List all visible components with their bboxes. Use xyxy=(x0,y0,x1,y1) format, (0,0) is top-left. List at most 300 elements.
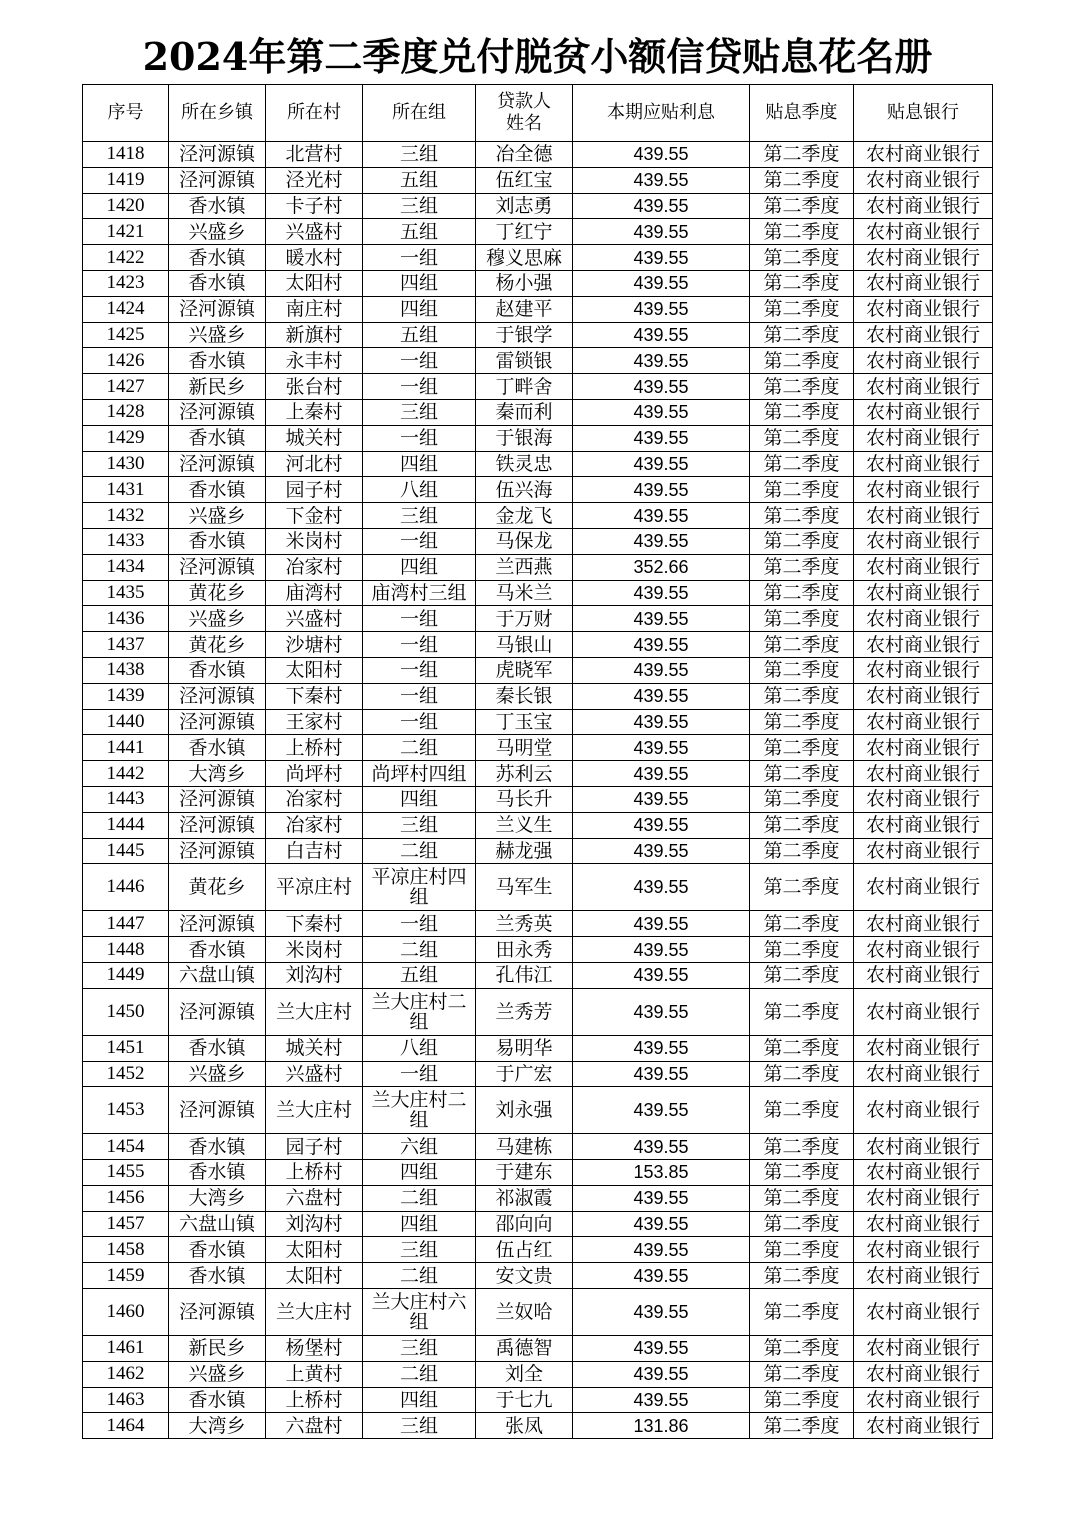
bank-cell: 农村商业银行 xyxy=(854,937,993,963)
serial-number-cell: 1461 xyxy=(83,1336,169,1362)
borrower-name-cell: 秦长银 xyxy=(476,683,573,709)
township-cell: 香水镇 xyxy=(169,348,266,374)
village-cell: 卡子村 xyxy=(266,193,363,219)
borrower-name-cell: 禹德智 xyxy=(476,1336,573,1362)
quarter-cell: 第二季度 xyxy=(750,1263,854,1289)
township-cell: 香水镇 xyxy=(169,477,266,503)
township-cell: 泾河源镇 xyxy=(169,167,266,193)
borrower-name-cell: 于银学 xyxy=(476,322,573,348)
village-cell: 暖水村 xyxy=(266,245,363,271)
serial-number-cell: 1418 xyxy=(83,142,169,168)
township-cell: 新民乡 xyxy=(169,374,266,400)
interest-amount-cell: 439.55 xyxy=(573,937,750,963)
table-row xyxy=(83,348,993,374)
village-cell: 张台村 xyxy=(266,374,363,400)
serial-number-cell: 1445 xyxy=(83,838,169,864)
group-cell: 四组 xyxy=(363,786,476,812)
serial-number-cell: 1431 xyxy=(83,477,169,503)
table-row xyxy=(83,193,993,219)
bank-cell: 农村商业银行 xyxy=(854,1263,993,1289)
township-cell: 香水镇 xyxy=(169,1035,266,1061)
township-cell: 兴盛乡 xyxy=(169,1061,266,1087)
serial-number-cell: 1455 xyxy=(83,1160,169,1186)
serial-number-cell: 1464 xyxy=(83,1413,169,1439)
township-cell: 香水镇 xyxy=(169,270,266,296)
group-cell: 三组 xyxy=(363,1336,476,1362)
village-cell: 泾光村 xyxy=(266,167,363,193)
serial-number-cell: 1429 xyxy=(83,425,169,451)
serial-number-cell: 1425 xyxy=(83,322,169,348)
village-cell: 上桥村 xyxy=(266,735,363,761)
table-row xyxy=(83,812,993,838)
serial-number-cell: 1453 xyxy=(83,1087,169,1134)
village-cell: 下秦村 xyxy=(266,683,363,709)
township-cell: 香水镇 xyxy=(169,1237,266,1263)
township-cell: 泾河源镇 xyxy=(169,296,266,322)
table-row xyxy=(83,606,993,632)
bank-cell: 农村商业银行 xyxy=(854,1134,993,1160)
group-cell: 二组 xyxy=(363,1185,476,1211)
group-cell: 四组 xyxy=(363,1160,476,1186)
bank-cell: 农村商业银行 xyxy=(854,683,993,709)
header-bank: 贴息银行 xyxy=(854,85,993,142)
borrower-name-cell: 赫龙强 xyxy=(476,838,573,864)
interest-amount-cell: 439.55 xyxy=(573,1061,750,1087)
bank-cell: 农村商业银行 xyxy=(854,1185,993,1211)
bank-cell: 农村商业银行 xyxy=(854,503,993,529)
quarter-cell: 第二季度 xyxy=(750,296,854,322)
village-cell: 北营村 xyxy=(266,142,363,168)
table-row xyxy=(83,988,993,1035)
table-row xyxy=(83,167,993,193)
township-cell: 泾河源镇 xyxy=(169,451,266,477)
quarter-cell: 第二季度 xyxy=(750,1211,854,1237)
borrower-name-cell: 金龙飞 xyxy=(476,503,573,529)
village-cell: 兴盛村 xyxy=(266,1061,363,1087)
bank-cell: 农村商业银行 xyxy=(854,142,993,168)
township-cell: 大湾乡 xyxy=(169,1185,266,1211)
interest-amount-cell: 439.55 xyxy=(573,735,750,761)
interest-amount-cell: 439.55 xyxy=(573,1035,750,1061)
village-cell: 米岗村 xyxy=(266,937,363,963)
serial-number-cell: 1438 xyxy=(83,657,169,683)
bank-cell: 农村商业银行 xyxy=(854,606,993,632)
table-row xyxy=(83,1061,993,1087)
quarter-cell: 第二季度 xyxy=(750,657,854,683)
interest-amount-cell: 439.55 xyxy=(573,761,750,787)
serial-number-cell: 1435 xyxy=(83,580,169,606)
table-row xyxy=(83,245,993,271)
serial-number-cell: 1433 xyxy=(83,528,169,554)
bank-cell: 农村商业银行 xyxy=(854,1160,993,1186)
group-cell: 三组 xyxy=(363,1237,476,1263)
township-cell: 兴盛乡 xyxy=(169,606,266,632)
borrower-name-cell: 张凤 xyxy=(476,1413,573,1439)
table-body xyxy=(83,142,993,1439)
interest-amount-cell: 439.55 xyxy=(573,988,750,1035)
bank-cell: 农村商业银行 xyxy=(854,580,993,606)
bank-cell: 农村商业银行 xyxy=(854,245,993,271)
group-cell: 一组 xyxy=(363,709,476,735)
village-cell: 庙湾村 xyxy=(266,580,363,606)
group-cell: 四组 xyxy=(363,1387,476,1413)
serial-number-cell: 1450 xyxy=(83,988,169,1035)
group-cell: 一组 xyxy=(363,1061,476,1087)
township-cell: 兴盛乡 xyxy=(169,1361,266,1387)
village-cell: 太阳村 xyxy=(266,270,363,296)
interest-amount-cell: 439.55 xyxy=(573,322,750,348)
group-cell: 四组 xyxy=(363,451,476,477)
bank-cell: 农村商业银行 xyxy=(854,812,993,838)
interest-amount-cell: 439.55 xyxy=(573,632,750,658)
village-cell: 冶家村 xyxy=(266,554,363,580)
village-cell: 太阳村 xyxy=(266,1237,363,1263)
interest-amount-cell: 153.85 xyxy=(573,1160,750,1186)
bank-cell: 农村商业银行 xyxy=(854,1087,993,1134)
village-cell: 兰大庄村 xyxy=(266,1087,363,1134)
serial-number-cell: 1436 xyxy=(83,606,169,632)
township-cell: 泾河源镇 xyxy=(169,988,266,1035)
quarter-cell: 第二季度 xyxy=(750,528,854,554)
quarter-cell: 第二季度 xyxy=(750,962,854,988)
interest-amount-cell: 439.55 xyxy=(573,1336,750,1362)
bank-cell: 农村商业银行 xyxy=(854,399,993,425)
borrower-name-cell: 穆义思麻 xyxy=(476,245,573,271)
bank-cell: 农村商业银行 xyxy=(854,632,993,658)
borrower-name-cell: 安文贵 xyxy=(476,1263,573,1289)
header-township: 所在乡镇 xyxy=(169,85,266,142)
township-cell: 黄花乡 xyxy=(169,580,266,606)
village-cell: 白吉村 xyxy=(266,838,363,864)
header-borrower-name: 贷款人姓名 xyxy=(476,85,573,142)
group-cell: 二组 xyxy=(363,735,476,761)
table-row xyxy=(83,1134,993,1160)
quarter-cell: 第二季度 xyxy=(750,735,854,761)
borrower-name-cell: 兰奴哈 xyxy=(476,1289,573,1336)
bank-cell: 农村商业银行 xyxy=(854,1336,993,1362)
bank-cell: 农村商业银行 xyxy=(854,322,993,348)
borrower-name-cell: 杨小强 xyxy=(476,270,573,296)
table-row xyxy=(83,142,993,168)
township-cell: 泾河源镇 xyxy=(169,838,266,864)
table-row xyxy=(83,503,993,529)
township-cell: 大湾乡 xyxy=(169,1413,266,1439)
table-row xyxy=(83,1387,993,1413)
table-row xyxy=(83,761,993,787)
quarter-cell: 第二季度 xyxy=(750,1237,854,1263)
table-row xyxy=(83,477,993,503)
document-title: 2024年第二季度兑付脱贫小额信贷贴息花名册 xyxy=(142,34,933,79)
serial-number-cell: 1440 xyxy=(83,709,169,735)
township-cell: 泾河源镇 xyxy=(169,812,266,838)
quarter-cell: 第二季度 xyxy=(750,1361,854,1387)
borrower-name-cell: 马建栋 xyxy=(476,1134,573,1160)
interest-amount-cell: 131.86 xyxy=(573,1413,750,1439)
table-row xyxy=(83,632,993,658)
township-cell: 香水镇 xyxy=(169,1387,266,1413)
group-cell: 六组 xyxy=(363,1134,476,1160)
interest-amount-cell: 439.55 xyxy=(573,270,750,296)
quarter-cell: 第二季度 xyxy=(750,503,854,529)
group-cell: 平凉庄村四组 xyxy=(363,864,476,911)
group-cell: 四组 xyxy=(363,270,476,296)
serial-number-cell: 1452 xyxy=(83,1061,169,1087)
township-cell: 香水镇 xyxy=(169,193,266,219)
group-cell: 四组 xyxy=(363,1211,476,1237)
village-cell: 兴盛村 xyxy=(266,606,363,632)
group-cell: 五组 xyxy=(363,322,476,348)
village-cell: 尚坪村 xyxy=(266,761,363,787)
borrower-name-cell: 孔伟江 xyxy=(476,962,573,988)
township-cell: 香水镇 xyxy=(169,1263,266,1289)
village-cell: 上桥村 xyxy=(266,1387,363,1413)
township-cell: 泾河源镇 xyxy=(169,1087,266,1134)
serial-number-cell: 1432 xyxy=(83,503,169,529)
village-cell: 太阳村 xyxy=(266,657,363,683)
quarter-cell: 第二季度 xyxy=(750,1061,854,1087)
table-row xyxy=(83,399,993,425)
group-cell: 二组 xyxy=(363,838,476,864)
township-cell: 香水镇 xyxy=(169,425,266,451)
village-cell: 下秦村 xyxy=(266,911,363,937)
interest-amount-cell: 439.55 xyxy=(573,1185,750,1211)
interest-amount-cell: 439.55 xyxy=(573,838,750,864)
group-cell: 一组 xyxy=(363,245,476,271)
serial-number-cell: 1457 xyxy=(83,1211,169,1237)
serial-number-cell: 1419 xyxy=(83,167,169,193)
interest-amount-cell: 439.55 xyxy=(573,864,750,911)
village-cell: 冶家村 xyxy=(266,786,363,812)
group-cell: 庙湾村三组 xyxy=(363,580,476,606)
borrower-name-cell: 马军生 xyxy=(476,864,573,911)
quarter-cell: 第二季度 xyxy=(750,1336,854,1362)
quarter-cell: 第二季度 xyxy=(750,812,854,838)
village-cell: 永丰村 xyxy=(266,348,363,374)
interest-amount-cell: 439.55 xyxy=(573,911,750,937)
township-cell: 兴盛乡 xyxy=(169,503,266,529)
group-cell: 三组 xyxy=(363,503,476,529)
quarter-cell: 第二季度 xyxy=(750,322,854,348)
table-row xyxy=(83,735,993,761)
bank-cell: 农村商业银行 xyxy=(854,528,993,554)
bank-cell: 农村商业银行 xyxy=(854,1361,993,1387)
serial-number-cell: 1448 xyxy=(83,937,169,963)
interest-amount-cell: 439.55 xyxy=(573,580,750,606)
interest-amount-cell: 439.55 xyxy=(573,399,750,425)
bank-cell: 农村商业银行 xyxy=(854,167,993,193)
borrower-name-cell: 刘永强 xyxy=(476,1087,573,1134)
serial-number-cell: 1424 xyxy=(83,296,169,322)
township-cell: 兴盛乡 xyxy=(169,322,266,348)
group-cell: 八组 xyxy=(363,477,476,503)
header-group: 所在组 xyxy=(363,85,476,142)
township-cell: 黄花乡 xyxy=(169,864,266,911)
village-cell: 沙塘村 xyxy=(266,632,363,658)
group-cell: 五组 xyxy=(363,962,476,988)
table-row xyxy=(83,554,993,580)
interest-amount-cell: 352.66 xyxy=(573,554,750,580)
table-row xyxy=(83,657,993,683)
interest-amount-cell: 439.55 xyxy=(573,374,750,400)
bank-cell: 农村商业银行 xyxy=(854,1413,993,1439)
quarter-cell: 第二季度 xyxy=(750,786,854,812)
township-cell: 泾河源镇 xyxy=(169,554,266,580)
group-cell: 四组 xyxy=(363,554,476,580)
bank-cell: 农村商业银行 xyxy=(854,709,993,735)
borrower-name-cell: 于银海 xyxy=(476,425,573,451)
bank-cell: 农村商业银行 xyxy=(854,193,993,219)
quarter-cell: 第二季度 xyxy=(750,245,854,271)
interest-amount-cell: 439.55 xyxy=(573,503,750,529)
serial-number-cell: 1422 xyxy=(83,245,169,271)
quarter-cell: 第二季度 xyxy=(750,477,854,503)
quarter-cell: 第二季度 xyxy=(750,838,854,864)
interest-amount-cell: 439.55 xyxy=(573,167,750,193)
bank-cell: 农村商业银行 xyxy=(854,1211,993,1237)
table-row xyxy=(83,709,993,735)
interest-amount-cell: 439.55 xyxy=(573,1134,750,1160)
serial-number-cell: 1446 xyxy=(83,864,169,911)
quarter-cell: 第二季度 xyxy=(750,1387,854,1413)
quarter-cell: 第二季度 xyxy=(750,632,854,658)
township-cell: 泾河源镇 xyxy=(169,399,266,425)
township-cell: 黄花乡 xyxy=(169,632,266,658)
borrower-name-cell: 丁红宁 xyxy=(476,219,573,245)
borrower-name-cell: 冶全德 xyxy=(476,142,573,168)
borrower-name-cell: 马银山 xyxy=(476,632,573,658)
bank-cell: 农村商业银行 xyxy=(854,554,993,580)
village-cell: 上黄村 xyxy=(266,1361,363,1387)
township-cell: 兴盛乡 xyxy=(169,219,266,245)
table-row xyxy=(83,296,993,322)
table-row xyxy=(83,451,993,477)
quarter-cell: 第二季度 xyxy=(750,988,854,1035)
quarter-cell: 第二季度 xyxy=(750,554,854,580)
serial-number-cell: 1451 xyxy=(83,1035,169,1061)
borrower-name-cell: 伍红宝 xyxy=(476,167,573,193)
interest-amount-cell: 439.55 xyxy=(573,425,750,451)
quarter-cell: 第二季度 xyxy=(750,1134,854,1160)
borrower-name-cell: 马米兰 xyxy=(476,580,573,606)
borrower-name-cell: 田永秀 xyxy=(476,937,573,963)
interest-amount-cell: 439.55 xyxy=(573,1211,750,1237)
borrower-name-cell: 丁畔舍 xyxy=(476,374,573,400)
quarter-cell: 第二季度 xyxy=(750,270,854,296)
quarter-cell: 第二季度 xyxy=(750,1087,854,1134)
interest-amount-cell: 439.55 xyxy=(573,1289,750,1336)
table-row xyxy=(83,1361,993,1387)
village-cell: 河北村 xyxy=(266,451,363,477)
group-cell: 兰大庄村六组 xyxy=(363,1289,476,1336)
group-cell: 一组 xyxy=(363,911,476,937)
table-row xyxy=(83,580,993,606)
interest-amount-cell: 439.55 xyxy=(573,1361,750,1387)
interest-amount-cell: 439.55 xyxy=(573,296,750,322)
quarter-cell: 第二季度 xyxy=(750,1035,854,1061)
interest-amount-cell: 439.55 xyxy=(573,528,750,554)
borrower-name-cell: 马明堂 xyxy=(476,735,573,761)
bank-cell: 农村商业银行 xyxy=(854,1035,993,1061)
quarter-cell: 第二季度 xyxy=(750,1185,854,1211)
table-row xyxy=(83,1237,993,1263)
interest-amount-cell: 439.55 xyxy=(573,348,750,374)
group-cell: 五组 xyxy=(363,167,476,193)
bank-cell: 农村商业银行 xyxy=(854,1061,993,1087)
village-cell: 冶家村 xyxy=(266,812,363,838)
bank-cell: 农村商业银行 xyxy=(854,962,993,988)
quarter-cell: 第二季度 xyxy=(750,348,854,374)
borrower-name-cell: 易明华 xyxy=(476,1035,573,1061)
serial-number-cell: 1430 xyxy=(83,451,169,477)
quarter-cell: 第二季度 xyxy=(750,399,854,425)
group-cell: 三组 xyxy=(363,399,476,425)
borrower-name-cell: 伍兴海 xyxy=(476,477,573,503)
bank-cell: 农村商业银行 xyxy=(854,270,993,296)
table-row xyxy=(83,683,993,709)
village-cell: 王家村 xyxy=(266,709,363,735)
table-row xyxy=(83,911,993,937)
village-cell: 新旗村 xyxy=(266,322,363,348)
borrower-name-cell: 兰秀芳 xyxy=(476,988,573,1035)
bank-cell: 农村商业银行 xyxy=(854,219,993,245)
table-row xyxy=(83,1185,993,1211)
serial-number-cell: 1460 xyxy=(83,1289,169,1336)
quarter-cell: 第二季度 xyxy=(750,451,854,477)
group-cell: 一组 xyxy=(363,374,476,400)
serial-number-cell: 1454 xyxy=(83,1134,169,1160)
quarter-cell: 第二季度 xyxy=(750,937,854,963)
borrower-name-cell: 丁玉宝 xyxy=(476,709,573,735)
borrower-name-cell: 兰西燕 xyxy=(476,554,573,580)
interest-amount-cell: 439.55 xyxy=(573,193,750,219)
group-cell: 三组 xyxy=(363,142,476,168)
table-row xyxy=(83,219,993,245)
serial-number-cell: 1463 xyxy=(83,1387,169,1413)
quarter-cell: 第二季度 xyxy=(750,1160,854,1186)
bank-cell: 农村商业银行 xyxy=(854,1289,993,1336)
quarter-cell: 第二季度 xyxy=(750,911,854,937)
bank-cell: 农村商业银行 xyxy=(854,786,993,812)
group-cell: 三组 xyxy=(363,1413,476,1439)
serial-number-cell: 1458 xyxy=(83,1237,169,1263)
group-cell: 八组 xyxy=(363,1035,476,1061)
bank-cell: 农村商业银行 xyxy=(854,348,993,374)
quarter-cell: 第二季度 xyxy=(750,1413,854,1439)
village-cell: 六盘村 xyxy=(266,1185,363,1211)
quarter-cell: 第二季度 xyxy=(750,761,854,787)
township-cell: 泾河源镇 xyxy=(169,709,266,735)
group-cell: 一组 xyxy=(363,632,476,658)
village-cell: 园子村 xyxy=(266,1134,363,1160)
quarter-cell: 第二季度 xyxy=(750,374,854,400)
table-row xyxy=(83,838,993,864)
borrower-name-cell: 于广宏 xyxy=(476,1061,573,1087)
bank-cell: 农村商业银行 xyxy=(854,374,993,400)
serial-number-cell: 1462 xyxy=(83,1361,169,1387)
borrower-name-cell: 刘全 xyxy=(476,1361,573,1387)
serial-number-cell: 1423 xyxy=(83,270,169,296)
interest-amount-cell: 439.55 xyxy=(573,1237,750,1263)
township-cell: 六盘山镇 xyxy=(169,962,266,988)
group-cell: 一组 xyxy=(363,606,476,632)
borrower-name-cell: 马长升 xyxy=(476,786,573,812)
borrower-name-cell: 秦而利 xyxy=(476,399,573,425)
table-row xyxy=(83,1035,993,1061)
group-cell: 二组 xyxy=(363,937,476,963)
interest-amount-cell: 439.55 xyxy=(573,1263,750,1289)
group-cell: 四组 xyxy=(363,296,476,322)
township-cell: 泾河源镇 xyxy=(169,142,266,168)
